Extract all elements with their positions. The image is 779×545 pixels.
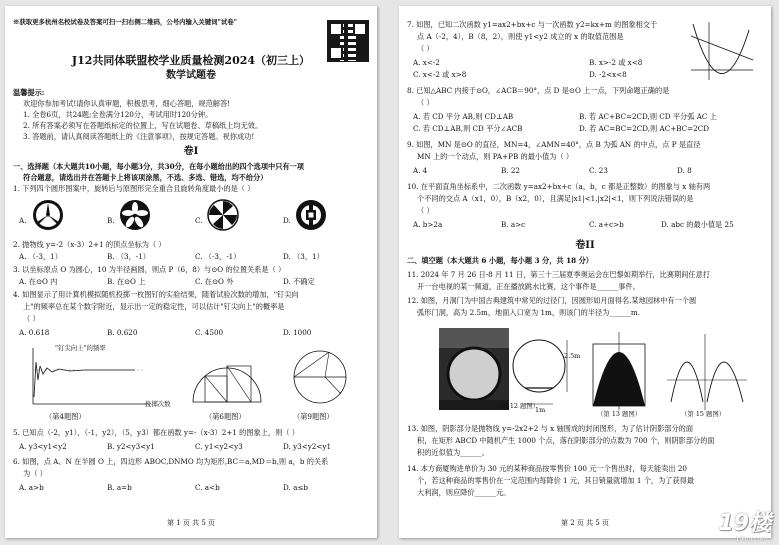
question-13-line-3: 积的近似值为______。 — [417, 448, 489, 457]
pinwheel-icon — [206, 198, 240, 232]
q4-option-a: A. 0.618 — [19, 328, 50, 337]
figure-9-caption: （第9题图） — [293, 412, 334, 421]
question-4-line-1: 4. 如图显示了用计算机模拟随机投掷一枚图钉的实验结果，随着试验次数的增加，"钉尖向 — [13, 290, 299, 299]
question-2: 2. 抛物线 y=-2（x-3）2+1 的顶点坐标为（ ） — [13, 240, 166, 249]
q1-option-b: B. — [107, 216, 115, 225]
q8-option-d: D. 若 AC=BC=2CD,则 AC+BC=2CD — [579, 124, 710, 133]
q5-option-c: C. y1<y2<y3 — [195, 442, 243, 451]
q3-option-c: C. 在⊙O 外 — [195, 277, 234, 286]
tips-header: 温馨提示: — [13, 88, 45, 97]
q5-option-d: D. y3<y2<y1 — [283, 442, 332, 451]
question-12-line-2: 弧形门洞，高为 2.5m，地面入口宽为 1m，则该门的半径为______m. — [417, 308, 640, 317]
q3-option-a: A. 在⊙O 内 — [19, 277, 58, 286]
shaded-parabola-figure — [587, 330, 651, 414]
q10-option-b: B. a>c — [501, 220, 526, 229]
question-13-line-1: 13. 如图，阴影部分是抛物线 y=-2x2+2 与 x 轴围成的封闭图形，为了估计阴影部分的面 — [407, 424, 694, 433]
question-9-line-2: MN 上的一个动点，则 PA+PB 的最小值为（ ） — [417, 152, 574, 161]
q7-option-d: D. -2<x<8 — [589, 70, 627, 79]
q6-option-d: D. a≤b — [283, 483, 308, 492]
q4-option-c: C. 4500 — [195, 328, 224, 337]
figure-6-caption: （第6题图） — [205, 412, 246, 421]
section-2-heading: 卷II — [575, 240, 595, 251]
tip-line: 2. 所有答案必须写在答题纸标定的位置上，写在试题卷、草稿纸上均无效。 — [23, 121, 263, 130]
question-5: 5. 已知点（-2，y1），（-1，y2），（5，y3）都在函数 y=-（x-3）2+1 的图象上，则（ ） — [13, 428, 299, 437]
tip-line: 1. 全卷6页，共24题;全卷满分120分，考试用时120分钟。 — [23, 110, 213, 119]
question-12-line-1: 12. 如图，月洞门为中国古典建筑中常见的过径门，因圆形如月面得名.某地园林中有一个圆 — [407, 296, 697, 305]
q8-option-c: C. 若 CD⊥AB,则 CD 平分∠ACB — [413, 124, 523, 133]
question-11-line-1: 11. 2024 年 7 月 26 日-8 月 11 日，第三十三届夏季奥运会在巴黎如期举行，比赛期间任意打 — [407, 270, 710, 279]
question-1: 1. 下列四个圆形图案中，旋转后与原图形完全重合且旋转角度最小的是（ ） — [13, 184, 255, 193]
tip-line: 3. 答题前，请认真阅读答题纸上的《注意事项》，按规定答题。祝你成功! — [23, 132, 255, 141]
part-1-heading-2: 符合题意，请选出并在答题卡上将该项涂黑，不选、多选、错选，均不给分） — [23, 173, 268, 182]
watermark-site: 19lou.com — [735, 536, 767, 543]
page-2-footer: 第 2 页 共 5 页 — [560, 519, 610, 527]
q2-option-c: C. （-3，-1） — [195, 252, 241, 261]
chart-axis-label: 投掷次数 — [145, 400, 171, 408]
question-14-line-3: 大利润，则应降价______元。 — [417, 488, 511, 497]
gate-width-label: 1m — [535, 406, 546, 414]
question-7-line-3: （ ） — [417, 44, 434, 53]
question-10-line-1: 10. 在平面直角坐标系中，二次函数 y=ax2+bx+c（a，b，c 都是正整数）的图象与 x 轴有两 — [407, 182, 711, 191]
question-8-line-1: 8. 已知△ABC 内接于⊙O，∠ACB＝90°，点 D 是⊙O 上一点，下列命题正确的是 — [407, 86, 670, 95]
figure-13-caption: （第 13 题图） — [597, 410, 642, 418]
q6-option-a: A. a>b — [19, 483, 44, 492]
q2-option-d: D. （3，1） — [283, 252, 324, 261]
question-14-line-1: 14. 本方商厦购进单价为 30 元的某种商品按零售价 100 元一个售出时，每天能卖出 20 — [407, 464, 687, 473]
circle-diameter-figure — [285, 346, 355, 408]
double-parabola-figure — [665, 330, 749, 414]
q7-option-a: A. x<-2 — [413, 58, 440, 67]
q4-option-d: D. 1000 — [283, 328, 312, 337]
question-8-line-2: （ ） — [417, 98, 434, 107]
section-1-heading: 卷I — [183, 146, 199, 157]
q1-option-a: A. — [19, 216, 27, 225]
question-10-line-2: 个不同的交点 A（x1，0），B（x2，0），且满足|x1|<1,|x2|<1，则下列说法错误的是 — [417, 194, 694, 203]
q7-option-b: B. x>-2 或 x<8 — [589, 58, 643, 67]
question-9-line-1: 9. 如图，MN 是⊙O 的直径，MN=4，∠AMN=40°，点 B 为弧 AN 的中点，点 P 是直径 — [407, 140, 701, 149]
question-4-line-2: 上"的频率总在某个数字附近，显示出一定的稳定性，可以估计"钉尖向上"的概率是 — [23, 302, 285, 311]
q6-option-c: C. a<b — [195, 483, 220, 492]
page-title: J12共同体联盟校学业质量检测2024（初三上） — [71, 54, 311, 67]
question-11-line-2: 开一台电视的某一频道，正在播放跳水比赛，这个事件是______事件。 — [417, 282, 640, 291]
q8-option-b: B. 若 AC+BC=2CD,则 CD 平分弧 AC 上 — [579, 112, 717, 121]
q4-option-b: B. 0.620 — [107, 328, 138, 337]
q10-option-a: A. b>2a — [413, 220, 443, 229]
question-3: 3. 以坐标原点 O 为圆心，10 为半径画圆，则点 P（6，8）与⊙O 的位置关系是（ ） — [13, 265, 286, 274]
bank-logo-icon — [294, 198, 328, 232]
q6-option-b: B. a=b — [107, 483, 132, 492]
q1-option-c: C. — [195, 216, 203, 225]
figure-15-caption: （第 15 题图） — [681, 410, 726, 418]
q1-option-d: D. — [283, 216, 291, 225]
exam-page-1 — [5, 6, 377, 538]
question-4-line-3: （ ） — [23, 314, 40, 323]
question-7-line-2: 点 A（-2，4），B（8，2），则使 y1<y2 成立的 x 的取值范围是 — [417, 32, 624, 41]
page-1-footer: 第 1 页 共 5 页 — [166, 519, 216, 527]
question-10-line-3: （ ） — [417, 206, 434, 215]
chart-title: "钉尖向上"的频率 — [55, 344, 106, 352]
q7-option-c: C. x<-2 或 x>8 — [413, 70, 467, 79]
gate-height-label: 2.5m — [564, 352, 581, 360]
question-13-line-2: 积，在矩形 ABCD 中随机产生 1000 个点，落在阴影部分的点数为 700 个，则阴影部分的面 — [417, 436, 715, 445]
exam-page-2 — [399, 6, 771, 538]
parabola-line-figure — [687, 20, 757, 82]
tip-line: 欢迎你参加考试!请你认真审题，积极思考，细心答题，规范解答! — [23, 99, 231, 108]
q2-option-a: A. （-3，1） — [19, 252, 62, 261]
figure-12-caption: （第 12 题图） — [495, 402, 540, 410]
q8-option-a: A. 若 CD 平分 AB,则 CD⊥AB — [413, 112, 514, 121]
question-7-line-1: 7. 如图，已知二次函数 y1=ax2+bx+c 与一次函数 y2=kx+m 的图象相交于 — [407, 20, 658, 29]
q5-option-a: A. y3<y1<y2 — [19, 442, 67, 451]
q9-option-a: A. 4 — [413, 166, 428, 175]
question-6-line-2: 为（ ） — [23, 469, 47, 478]
watermark-logo: 19楼 — [718, 511, 771, 536]
question-14-line-2: 个，若这种商品的零售价在一定范围内每降价 1 元，其日销量就增加 1 个，为了获得最 — [417, 476, 695, 485]
part-1-heading: 一、选择题（本大题共10小题，每小题3分，共30分，在每小题给出的四个选项中只有一项 — [13, 162, 304, 171]
mercedes-logo-icon — [31, 198, 65, 232]
flower-emblem-icon — [118, 198, 152, 232]
figure-4-caption: （第4题图） — [45, 412, 86, 421]
q2-option-b: B. （3，-1） — [107, 252, 150, 261]
q10-option-c: C. a+c>b — [589, 220, 624, 229]
q3-option-b: B. 在⊙O 上 — [107, 277, 146, 286]
q9-option-c: C. 23 — [589, 166, 608, 175]
notice-text: ※获取更多杭州名校试卷及答案可扫一扫右侧二维码，公号内输入关键词"试卷" — [13, 18, 237, 26]
question-6-line-1: 6. 如图，点 A、N 在半圆 O 上，四边形 ABOC,DNMO 均为矩形,BC＝a,MD＝b,则 a，b 的关系 — [13, 457, 329, 466]
page-subtitle: 数学试题卷 — [166, 70, 216, 81]
semicircle-rectangles-figure — [187, 346, 267, 408]
q5-option-b: B. y2<y3<y1 — [107, 442, 155, 451]
q9-option-d: D. 8 — [677, 166, 692, 175]
q10-option-d: D. abc 的最小值是 25 — [661, 220, 734, 229]
q9-option-b: B. 22 — [501, 166, 520, 175]
q3-option-d: D. 不确定 — [283, 277, 315, 286]
part-2-heading: 二、填空题（本大题共 6 小题，每小题 3 分，共 18 分） — [407, 256, 593, 265]
